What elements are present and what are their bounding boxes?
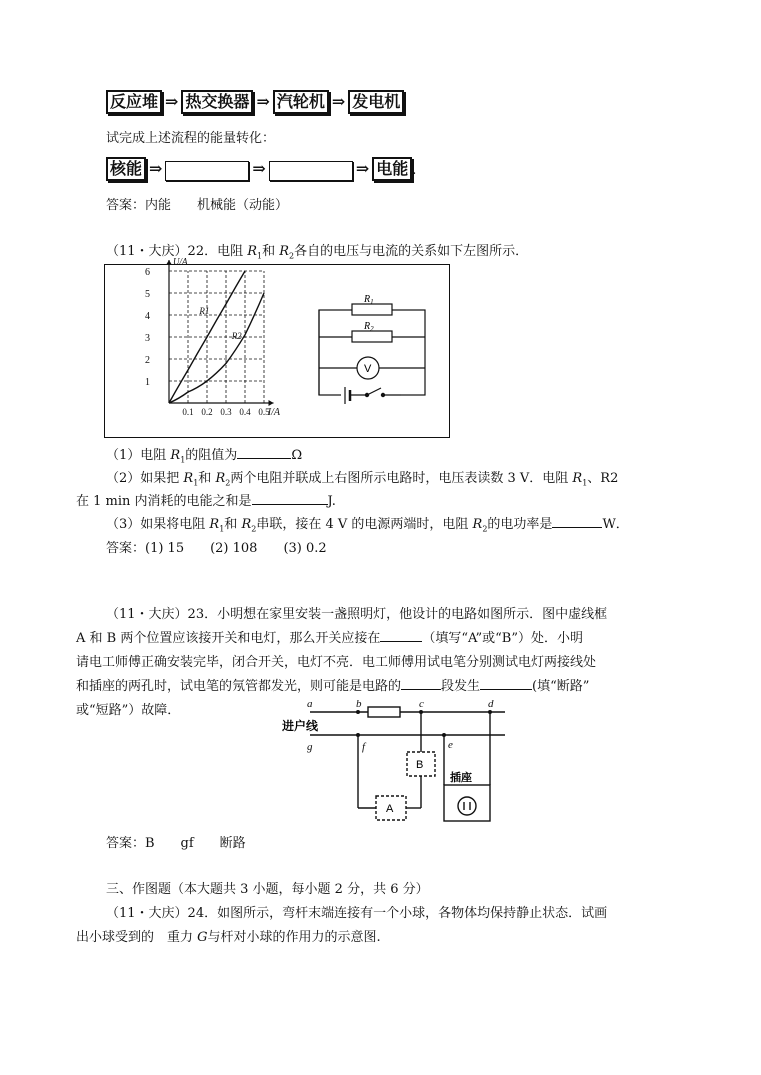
service-line-label: 进户线: [282, 719, 319, 733]
x-tick-label: 0.3: [220, 407, 232, 417]
circuit-frame: [319, 310, 425, 395]
voltmeter-label: V: [364, 363, 372, 375]
x-tick-label: 0.5: [258, 407, 270, 417]
answer-q21: 答案：内能 机械能（动能）: [106, 198, 289, 213]
q22-sub3: （3）如果将电阻 $R_1$和 $R_2$串联，接在 4 V 的电源两端时，电阻 $R_2$的电功率是 W．: [106, 517, 629, 534]
r2-symbol: R: [279, 244, 290, 259]
q22-sub2: （2）如果把 $R_1$和 $R_2$两个电阻并联成上右图所示电路时，电压表读数 3 V．电阻 $R_1$、R2: [106, 471, 619, 488]
process-flow: [106, 90, 404, 114]
q22-suffix: 各自的电压与电流的关系如下左图所示．: [294, 244, 529, 259]
sub1-r: R: [170, 448, 181, 463]
series-line-r2: [169, 293, 264, 403]
y-tick-label: 2: [145, 355, 150, 366]
energy-end: 电能: [372, 157, 412, 181]
sub1-a: （1）电阻: [106, 448, 171, 463]
flow-arrow: ⇒: [355, 159, 370, 178]
r2-sub: 2: [289, 251, 295, 261]
answer-blank-energy[interactable]: [252, 492, 328, 505]
y-tick-label: 1: [145, 377, 150, 388]
section3-title: 三、作图题（本大题共 3 小题，每小题 2 分，共 6 分）: [106, 882, 429, 897]
answer-q22: 答案：(1) 15 (2) 108 (3) 0.2: [106, 541, 327, 556]
series-label-r2: R2: [231, 331, 242, 342]
energy-start: 核能: [106, 157, 146, 181]
flow-step-heat-exchanger: 热交换器: [181, 90, 253, 114]
x-axis-label: I/A: [267, 407, 281, 418]
box-a-label: A: [386, 803, 394, 815]
q22-text: [106, 240, 528, 261]
point-e: e: [448, 739, 453, 751]
energy-blank-2[interactable]: [269, 161, 353, 181]
figure-frame: [104, 256, 450, 438]
y-tick-label: 4: [145, 311, 150, 322]
fuse: [368, 707, 400, 717]
answer-blank-fault[interactable]: [480, 677, 532, 690]
parallel-circuit: [319, 304, 425, 404]
answer-blank-segment[interactable]: [401, 677, 441, 690]
q24-line2: 出小球受到的 重力 G与杆对小球的作用力的示意图.: [76, 930, 381, 945]
point-c: c: [419, 698, 424, 710]
c1-r1-label: $R_1$: [364, 294, 374, 306]
flow-arrow: ⇒: [165, 92, 179, 111]
q23-line2: A 和 B 两个位置应该接开关和电灯，那么开关应接在 （填写“A”或“B”）处．小明: [76, 631, 583, 646]
socket-symbol: [458, 797, 476, 815]
energy-flow: [106, 157, 416, 181]
q23-line4: 和插座的两孔时，试电笔的氖管都发光，则可能是电路的 段发生 (填“断路”: [76, 679, 590, 694]
figure-svg: [105, 256, 449, 437]
flow-step-turbine: 汽轮机: [273, 90, 329, 114]
answer-blank-power[interactable]: [552, 515, 602, 528]
sub1-unit: Ω: [291, 448, 303, 463]
x-tick-label: 0.2: [201, 407, 213, 417]
r1-sub: 1: [257, 251, 263, 261]
point-g: g: [307, 741, 313, 753]
y-tick-label: 3: [145, 333, 150, 344]
answer-blank-r1[interactable]: [237, 446, 291, 459]
answer-q23: 答案：B gf 断路: [106, 836, 246, 851]
q23-line5: 或“短路”）故障．: [76, 703, 181, 718]
point-d: d: [488, 698, 494, 710]
q23-line1: （11・大庆）23．小明想在家里安装一盏照明灯，他设计的电路如图所示．图中虚线框: [106, 607, 608, 622]
q22-sub1: （1）电阻 $R_1$的阻值为 Ω: [106, 448, 303, 465]
flow-step-reactor: 反应堆: [106, 90, 162, 114]
q22-sub2-line2: 在 1 min 内消耗的电能之和是 J.: [76, 494, 336, 509]
r1-symbol: R: [247, 244, 258, 259]
box-b-label: B: [416, 759, 424, 771]
point-b: b: [356, 698, 362, 710]
flow-arrow: ⇒: [331, 92, 346, 111]
sub2-b: 两个电阻并联成上右图所示电路时，电压表读数 3 V．电阻: [230, 471, 573, 486]
house-circuit-diagram: [280, 695, 510, 830]
q22-prefix: （11・大庆）22．电阻: [106, 244, 248, 259]
x-tick-label: 0.4: [239, 407, 251, 417]
point-f: f: [362, 741, 366, 753]
y-tick-label: 6: [145, 267, 150, 278]
series-label-r1: R1: [199, 305, 210, 316]
flow-arrow: ⇒: [252, 159, 266, 178]
x-tick-label: 0.1: [182, 407, 194, 417]
u-i-chart: [145, 256, 281, 418]
answer-blank-switch[interactable]: [380, 629, 422, 642]
point-a: a: [307, 698, 313, 710]
x-axis-arrow: [269, 400, 274, 406]
y-axis-arrow: [166, 260, 172, 265]
y-axis-label: U/A: [173, 256, 188, 267]
c1-r2-label: $R_2$: [364, 321, 374, 333]
flow-step-generator: 发电机: [348, 90, 404, 114]
q22-and: 和: [262, 244, 280, 259]
sub1-b: 的阻值为: [185, 448, 238, 463]
y-tick-label: 5: [145, 289, 150, 300]
q23-line3: 请电工师傅正确安装完毕，闭合开关，电灯不亮．电工师傅用试电笔分别测试电灯两接线处: [76, 655, 597, 670]
energy-tail: .: [412, 163, 417, 178]
flow-arrow: ⇒: [149, 159, 163, 178]
sub2-a: （2）如果把: [106, 471, 184, 486]
sub2-c: 、R2: [587, 471, 619, 486]
socket-label: 插座: [450, 771, 472, 784]
instruction-text: 试完成上述流程的能量转化：: [106, 131, 276, 146]
q24-line1: （11・大庆）24．如图所示，弯杆末端连接有一个小球，各物体均保持静止状态．试画: [106, 906, 608, 921]
energy-blank-1[interactable]: [165, 161, 249, 181]
flow-arrow: ⇒: [256, 92, 270, 111]
